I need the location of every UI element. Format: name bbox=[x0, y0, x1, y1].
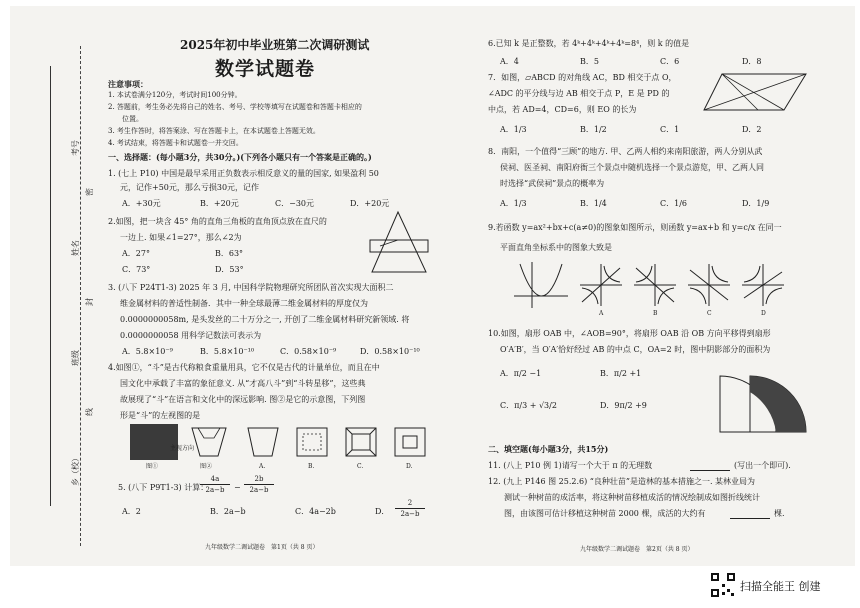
q6-option-c: C．6 bbox=[660, 57, 680, 66]
fig-label-c: C. bbox=[357, 463, 364, 470]
left-footer: 九年级数学二调试题卷 第1页（共 8 页） bbox=[205, 544, 319, 551]
q3-line2: 维金属材料的普适性制备．其中一种全球最薄二维金属材料的厚度仅为 bbox=[120, 299, 368, 308]
q3-option-d: D．0.58×10⁻¹⁰ bbox=[360, 347, 420, 356]
q5-frac2-den: 2a−b bbox=[249, 486, 269, 494]
q5-d-num: 2 bbox=[395, 498, 425, 509]
sector-figure bbox=[710, 362, 810, 438]
dou-option-d-figure bbox=[393, 426, 427, 458]
q10-line2: O′A′B′，当 O′A′恰好经过 AB 的中点 C，OA=2 时，图中阴影部分的面积为 bbox=[500, 345, 771, 354]
label-kaohao: 考号 bbox=[71, 140, 80, 156]
q7-line3: 中点，若 AD=4，CD=6，则 EO 的长为 bbox=[488, 105, 637, 114]
note-3: 3. 考生作答时，将答案涂、写在答题卡上，在本试题卷上答题无效。 bbox=[108, 127, 320, 135]
q3-option-c: C．0.58×10⁻⁹ bbox=[280, 347, 337, 356]
q2-option-a: A．27° bbox=[122, 249, 150, 258]
dou-sketch-figure bbox=[186, 424, 232, 460]
fig-label-1: 图① bbox=[146, 463, 159, 470]
q9-line1: 9.若函数 y=ax²+bx+c(a≠0)的图象如图所示，则函数 y=ax+b 和 y=c/x 在同一 bbox=[488, 223, 782, 232]
triangle-ruler-figure bbox=[368, 210, 430, 276]
q8-option-c: C．1/6 bbox=[660, 199, 687, 208]
label-xingming: 姓名 bbox=[71, 240, 80, 256]
label-xiang: 乡（校） bbox=[71, 454, 80, 486]
parallelogram-figure bbox=[700, 68, 812, 116]
q1-option-b: B．+20元 bbox=[200, 199, 239, 208]
q7-option-c: C．1 bbox=[660, 125, 680, 134]
q10-option-b: B．π/2 +1 bbox=[600, 369, 642, 378]
q6-option-b: B．5 bbox=[580, 57, 599, 66]
section-2-heading: 二、填空题(每小题3分，共15分) bbox=[488, 444, 609, 454]
q1-line1: 1. (七上 P10) 中国是最早采用正负数表示相反意义的量的国家, 如果盈利 50 bbox=[108, 169, 379, 178]
q10-line1: 10.如图，扇形 OAB 中，∠AOB=90°，将扇形 OAB 沿 OB 方向平移得到扇形 bbox=[488, 329, 771, 338]
q12-line3: 图，由该图可估计移植这种树苗 2000 棵，成活的大约有 bbox=[504, 509, 706, 518]
q3-option-b: B．5.8×10⁻¹⁰ bbox=[200, 347, 255, 356]
q9-graph-c bbox=[686, 262, 732, 308]
q6-option-a: A．4 bbox=[500, 57, 519, 66]
q10-option-a: A．π/2 −1 bbox=[500, 369, 542, 378]
note-2-cont: 位置。 bbox=[122, 115, 143, 123]
q12-line1: 12. (九上 P146 图 25.2.6) “良种壮苗”是造林的基本措施之一. 某林业局为 bbox=[488, 477, 756, 486]
fig-label-b: B. bbox=[308, 463, 315, 470]
note-1: 1. 本试卷满分120分，考试时间100分钟。 bbox=[108, 91, 242, 99]
q11-stem: 11. (八上 P10 例 1)请写一个大于 π 的无理数 bbox=[488, 461, 653, 470]
q7-line1: 7．如图，▱ABCD 的对角线 AC，BD 相交于点 O， bbox=[488, 73, 677, 82]
q5-option-b: B．2a−b bbox=[210, 507, 246, 516]
exam-subtitle: 数学试题卷 bbox=[215, 58, 316, 80]
right-footer: 九年级数学二调试题卷 第2页（共 8 页） bbox=[580, 546, 694, 553]
q4-line1: 4.如图①，“斗”是古代称粮食重量用具，它不仅是古代的计量单位，而且在中 bbox=[108, 363, 380, 372]
q5-d-frac bbox=[395, 498, 425, 519]
q11-answer-blank[interactable] bbox=[690, 462, 730, 471]
label-xian: 线 bbox=[85, 408, 94, 416]
dou-photo bbox=[130, 424, 178, 460]
side-answer-line bbox=[50, 66, 51, 506]
q12-line2: 测试一种树苗的成活率，将这种树苗移植成活的情况绘制成如图折线统计 bbox=[504, 493, 760, 502]
q9-graph-a bbox=[578, 262, 624, 308]
fig-label-2: 图② bbox=[200, 463, 213, 470]
section-1-heading: 一、选择题：(每小题3分，共30分。)(下列各小题只有一个答案是正确的。) bbox=[108, 152, 372, 162]
q5-option-c: C．4a−2b bbox=[295, 507, 336, 516]
dou-option-b-figure bbox=[295, 426, 329, 458]
q2-option-d: D．53° bbox=[215, 265, 244, 274]
q2-line1: 2.如图，把一块含 45° 角的直角三角板的直角顶点放在直尺的 bbox=[108, 217, 327, 226]
q2-option-c: C．73° bbox=[122, 265, 151, 274]
q3-line3: 0.0000000058m, 是头发丝的二十万分之一, 开创了二维金属材料研究新领域. 将 bbox=[120, 315, 410, 324]
q1-option-a: A．+30元 bbox=[122, 199, 161, 208]
q7-line2: ∠ADC 的平分线与边 AB 相交于点 P，E 是 PD 的 bbox=[488, 89, 670, 98]
q11-tail: (写出一个即可). bbox=[734, 461, 791, 470]
q5-prompt: 5. (八下 P9T1-3) 计算： bbox=[118, 483, 209, 492]
q8-option-b: B．1/4 bbox=[580, 199, 607, 208]
q8-option-d: D．1/9 bbox=[742, 199, 770, 208]
q5-minus: − bbox=[234, 483, 241, 492]
q6-stem: 6.已知 k 是正整数，若 4ᵏ+4ᵏ+4ᵏ+4ᵏ=8⁴，则 k 的值是 bbox=[488, 39, 690, 48]
q9-graph-b bbox=[632, 262, 678, 308]
notes-heading: 注意事项： bbox=[108, 79, 148, 89]
q10-option-d: D．9π/2 +9 bbox=[600, 401, 647, 410]
label-banji: 班级 bbox=[71, 350, 80, 366]
main-view-label: 主视方向 bbox=[170, 445, 195, 452]
dou-option-a-figure bbox=[246, 426, 280, 458]
q5-frac1-den: 2a−b bbox=[205, 486, 225, 494]
q5-frac1 bbox=[200, 474, 230, 495]
q2-option-b: B．63° bbox=[215, 249, 244, 258]
label-feng: 封 bbox=[85, 298, 94, 306]
q8-option-a: A．1/3 bbox=[500, 199, 527, 208]
q4-line4: 形是“斗”的左视图的是 bbox=[120, 411, 201, 420]
note-2: 2. 答题前，考生务必先将自己的姓名、考号、学校等填写在试题卷和答题卡相应的 bbox=[108, 103, 362, 111]
q9-label-a: A bbox=[599, 310, 604, 317]
q9-label-c: C bbox=[707, 310, 712, 317]
q10-option-c: C．π/3 + √3/2 bbox=[500, 401, 557, 410]
q9-line2: 平面直角坐标系中的图象大致是 bbox=[500, 243, 612, 252]
q12-answer-blank[interactable] bbox=[730, 510, 770, 519]
q1-option-d: D．+20元 bbox=[350, 199, 390, 208]
q5-option-d: D． bbox=[375, 507, 390, 516]
q6-option-d: D．8 bbox=[742, 57, 762, 66]
q5-frac2 bbox=[244, 474, 274, 495]
q4-line3: 故展现了“斗”在语言和文化中的深远影响. 图②是它的示意图，下列图 bbox=[120, 395, 366, 404]
q5-d-den: 2a−b bbox=[400, 510, 420, 518]
q1-option-c: C．−30元 bbox=[275, 199, 315, 208]
q8-line3: 时选择“武侯祠”景点的概率为 bbox=[500, 179, 605, 188]
q7-option-a: A．1/3 bbox=[500, 125, 527, 134]
q4-line2: 国文化中承载了丰富的象征意义. 从“才高八斗”到“斗转星移”，这些典 bbox=[120, 379, 366, 388]
q9-label-b: B bbox=[653, 310, 658, 317]
label-mi: 密 bbox=[85, 188, 94, 196]
q7-option-b: B．1/2 bbox=[580, 125, 607, 134]
q2-line2: 一边上. 如果∠1=27°，那么∠2为 bbox=[120, 233, 242, 242]
q5-frac2-num: 2b bbox=[244, 474, 274, 485]
note-4: 4. 考试结束，将答题卡和试题卷一并交回。 bbox=[108, 139, 243, 147]
q3-line1: 3. (八下 P24T1-3) 2025 年 3 月, 中国科学院物理研究所团队首次实现大面积二 bbox=[108, 283, 394, 292]
fig-label-d: D. bbox=[406, 463, 413, 470]
scanned-sheet bbox=[10, 6, 855, 566]
q8-line1: 8．南阳，一个值得“三顾”的地方. 甲、乙两人相约来南阳旅游，两人分别从武 bbox=[488, 147, 763, 156]
exam-title: 2025年初中毕业班第二次调研测试 bbox=[180, 38, 370, 52]
q5-option-a: A．2 bbox=[122, 507, 141, 516]
q5-frac1-num: 4a bbox=[200, 474, 230, 485]
q9-label-d: D bbox=[761, 310, 766, 317]
q3-line4: 0.0000000058 用科学记数法可表示为 bbox=[120, 331, 262, 340]
q3-option-a: A．5.8×10⁻⁹ bbox=[122, 347, 173, 356]
q1-line2: 元，记作+50元，那么亏损30元，记作 bbox=[120, 183, 260, 192]
q12-tail: 棵. bbox=[774, 509, 785, 518]
dou-option-c-figure bbox=[344, 426, 378, 458]
q7-option-d: D．2 bbox=[742, 125, 762, 134]
qr-code-icon bbox=[710, 572, 736, 598]
brand-watermark: 扫描全能王 创建 bbox=[740, 580, 821, 593]
q9-graph-d bbox=[740, 262, 786, 308]
q9-parabola-figure bbox=[510, 258, 570, 310]
q8-line2: 侯祠、医圣祠、南阳府衙三个景点中随机选择一个景点游览，甲、乙两人同 bbox=[500, 163, 764, 172]
fig-label-a: A. bbox=[259, 463, 266, 470]
